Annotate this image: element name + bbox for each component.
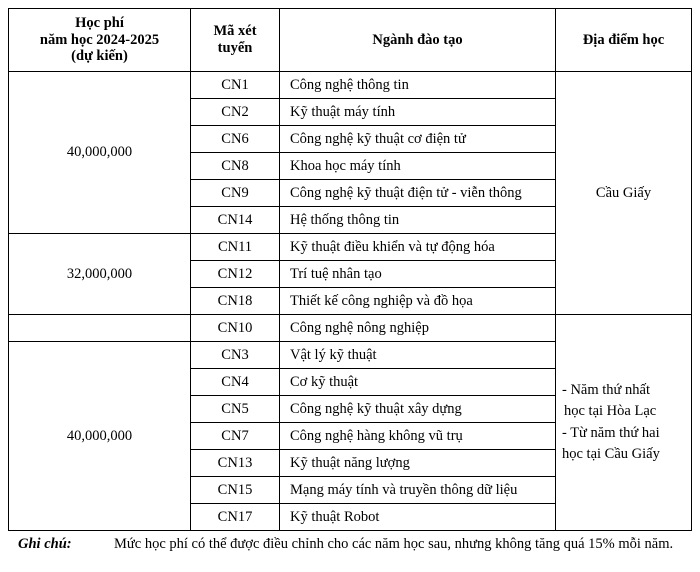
admission-code-cell: CN15: [191, 477, 280, 504]
admission-code-cell: CN11: [191, 234, 280, 261]
major-name-cell: Khoa học máy tính: [280, 153, 556, 180]
admission-code-cell: CN4: [191, 369, 280, 396]
table-row: [9, 315, 692, 342]
header-tuition: Học phí năm học 2024-2025 (dự kiến): [9, 9, 191, 72]
admission-code-cell: CN9: [191, 180, 280, 207]
tuition-table: [8, 8, 692, 531]
table-body: [9, 72, 692, 531]
admission-code-cell: CN2: [191, 99, 280, 126]
admission-code-cell: CN7: [191, 423, 280, 450]
header-major: Ngành đào tạo: [280, 9, 556, 72]
location-line: - Năm thứ nhất: [562, 382, 650, 399]
admission-code-cell: CN5: [191, 396, 280, 423]
major-name-cell: Cơ kỹ thuật: [280, 369, 556, 396]
header-code: Mã xét tuyển: [191, 9, 280, 72]
major-name-cell: Công nghệ nông nghiệp: [280, 315, 556, 342]
admission-code-cell: CN13: [191, 450, 280, 477]
table-row: [9, 72, 692, 99]
admission-code-cell: CN17: [191, 504, 280, 531]
admission-code-cell: CN12: [191, 261, 280, 288]
admission-code-cell: CN14: [191, 207, 280, 234]
header-location: Địa điểm học: [556, 9, 692, 72]
tuition-fee-cell: 40,000,000: [9, 342, 191, 531]
footnote-text: Mức học phí có thể được điều chỉnh cho các năm học sau, nhưng không tăng quá 15% mỗi năm.: [114, 536, 674, 552]
footnote-label: Ghi chú:: [18, 536, 72, 552]
tuition-table-container: [8, 8, 692, 553]
footnote: [18, 536, 678, 553]
location-line: học tại Cầu Giấy: [562, 445, 660, 462]
major-name-cell: Công nghệ hàng không vũ trụ: [280, 423, 556, 450]
location-line: học tại Hòa Lạc: [564, 403, 657, 420]
major-name-cell: Kỹ thuật máy tính: [280, 99, 556, 126]
admission-code-cell: CN1: [191, 72, 280, 99]
major-name-cell: Trí tuệ nhân tạo: [280, 261, 556, 288]
major-name-cell: Công nghệ kỹ thuật cơ điện tử: [280, 126, 556, 153]
major-name-cell: Hệ thống thông tin: [280, 207, 556, 234]
location-cell-hoa-lac: [556, 315, 692, 531]
admission-code-cell: CN3: [191, 342, 280, 369]
location-cell-cau-giay: Cầu Giấy: [556, 72, 692, 315]
admission-code-cell: CN18: [191, 288, 280, 315]
admission-code-cell: CN8: [191, 153, 280, 180]
tuition-fee-cell: 40,000,000: [9, 72, 191, 234]
admission-code-cell: CN10: [191, 315, 280, 342]
admission-code-cell: CN6: [191, 126, 280, 153]
header-row: [9, 9, 692, 72]
major-name-cell: Công nghệ kỹ thuật điện tử - viễn thông: [280, 180, 556, 207]
major-name-cell: Mạng máy tính và truyền thông dữ liệu: [280, 477, 556, 504]
major-name-cell: Công nghệ thông tin: [280, 72, 556, 99]
tuition-fee-cell: 32,000,000: [9, 234, 191, 315]
major-name-cell: Thiết kế công nghiệp và đồ họa: [280, 288, 556, 315]
major-name-cell: Kỹ thuật năng lượng: [280, 450, 556, 477]
major-name-cell: Kỹ thuật điều khiển và tự động hóa: [280, 234, 556, 261]
location-line: - Từ năm thứ hai: [562, 424, 660, 441]
major-name-cell: Công nghệ kỹ thuật xây dựng: [280, 396, 556, 423]
tuition-fee-cell: [9, 315, 191, 342]
major-name-cell: Kỹ thuật Robot: [280, 504, 556, 531]
major-name-cell: Vật lý kỹ thuật: [280, 342, 556, 369]
